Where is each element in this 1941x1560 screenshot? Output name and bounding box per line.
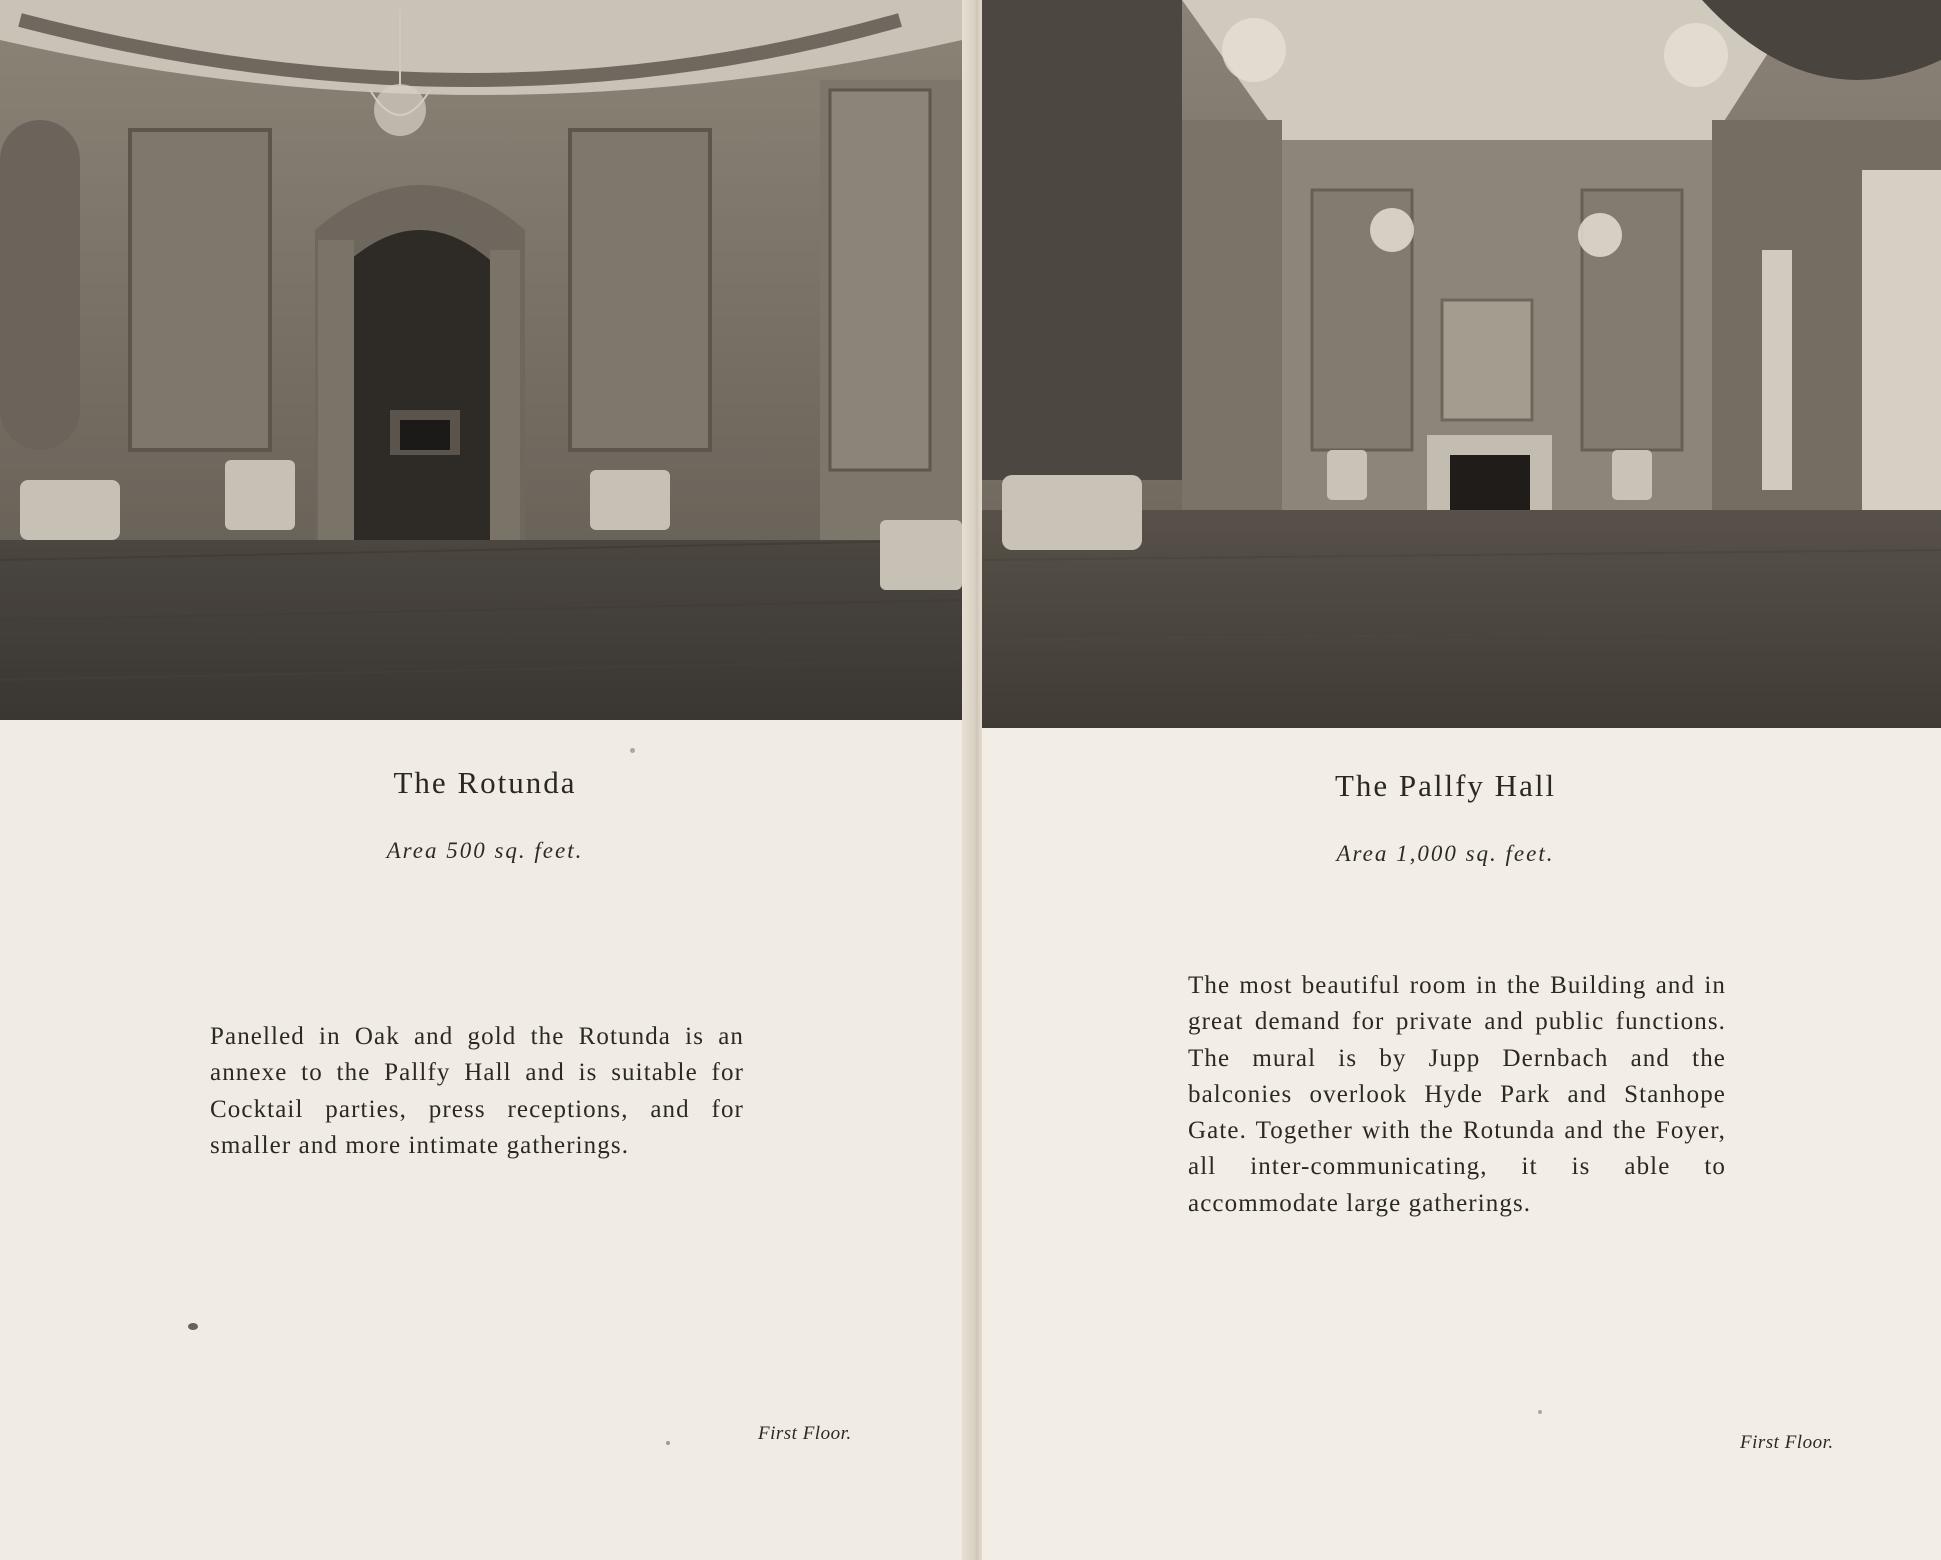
right-page [982, 0, 1941, 1560]
pallfy-hall-photo [982, 0, 1941, 728]
rotunda-photo-illustration [0, 0, 962, 720]
pallfy-hall-area: Area 1,000 sq. feet. [1336, 841, 1555, 866]
paper-speck [188, 1323, 198, 1330]
pallfy-hall-floor-label: First Floor. [1740, 1432, 1834, 1453]
left-page [0, 0, 970, 1560]
rotunda-title: The Rotunda [393, 765, 577, 800]
paper-speck [666, 1441, 670, 1445]
paper-speck [630, 748, 635, 753]
rotunda-description: Panelled in Oak and gold the Rotunda is an annexe to the Pallfy Hall and is suitable for Cocktail parties, press receptions, and for smaller and more intimate gatherings. [210, 1023, 744, 1159]
rotunda-photo [0, 0, 962, 720]
pallfy-hall-description: The most beautiful room in the Building and in great demand for private and public functions. The mural is by Jupp Dernbach and the balconies overlook Hyde Park and Stanhope Gate. Together with the Rotunda and the Foyer, all inter-communicating, it is able to accommodate large gatherings. [1188, 972, 1726, 1217]
paper-speck [1538, 1410, 1542, 1414]
pallfy-hall-title: The Pallfy Hall [1334, 768, 1557, 803]
rotunda-area: Area 500 sq. feet. [386, 838, 584, 863]
pallfy-hall-photo-illustration [982, 0, 1941, 728]
rotunda-floor-label: First Floor. [758, 1423, 852, 1444]
